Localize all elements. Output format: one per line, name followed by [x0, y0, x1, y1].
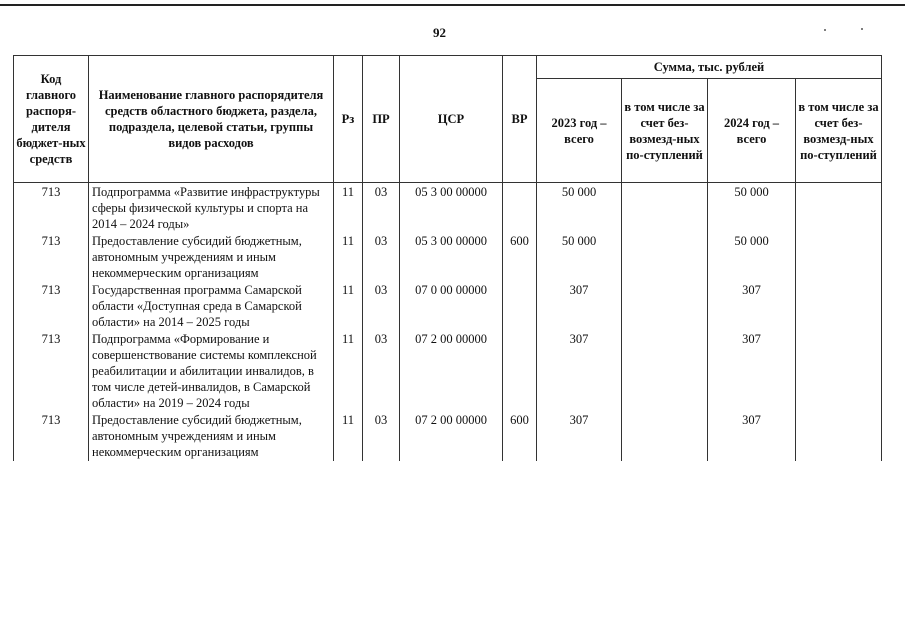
cell-rz: 11 — [334, 183, 363, 234]
cell-name: Предоставление субсидий бюджетным, автономным учреждениям и иным некоммерческим организациям — [89, 412, 334, 461]
table-row — [14, 233, 882, 282]
cell-2023-gratuitous — [622, 412, 708, 461]
cell-code: 713 — [14, 233, 89, 282]
header-sum: Сумма, тыс. рублей — [537, 56, 882, 79]
header-rz: Рз — [334, 56, 363, 183]
cell-rz: 11 — [334, 282, 363, 331]
header-name: Наименование главного распорядителя средств областного бюджета, раздела, подраздела, целевой статьи, группы видов расходов — [89, 56, 334, 183]
table-row — [14, 183, 882, 234]
cell-csr: 07 2 00 00000 — [400, 331, 503, 412]
header-pr: ПР — [363, 56, 400, 183]
cell-vr: 600 — [503, 233, 537, 282]
cell-2024-gratuitous — [796, 412, 882, 461]
cell-2024-gratuitous — [796, 282, 882, 331]
cell-csr: 05 3 00 00000 — [400, 183, 503, 234]
cell-pr: 03 — [363, 233, 400, 282]
cell-2024-total: 307 — [708, 282, 796, 331]
cell-name: Предоставление субсидий бюджетным, автономным учреждениям и иным некоммерческим организациям — [89, 233, 334, 282]
cell-2023-total: 50 000 — [537, 183, 622, 234]
cell-vr — [503, 331, 537, 412]
cell-csr: 07 0 00 00000 — [400, 282, 503, 331]
cell-csr: 07 2 00 00000 — [400, 412, 503, 461]
scan-speck — [824, 29, 826, 31]
table-row — [14, 282, 882, 331]
header-code: Код главного распоря-дителя бюджет-ных средств — [14, 56, 89, 183]
cell-name: Государственная программа Самарской области «Доступная среда в Самарской области» на 2014 – 2025 годы — [89, 282, 334, 331]
header-2023-gratuitous: в том числе за счет без-возмезд-ных по-ступлений — [622, 79, 708, 183]
cell-2024-gratuitous — [796, 233, 882, 282]
cell-code: 713 — [14, 282, 89, 331]
cell-2024-gratuitous — [796, 183, 882, 234]
cell-name: Подпрограмма «Развитие инфраструктуры сферы физической культуры и спорта на 2014 – 2024 годы» — [89, 183, 334, 234]
cell-2024-total: 307 — [708, 331, 796, 412]
header-2023-total: 2023 год – всего — [537, 79, 622, 183]
cell-rz: 11 — [334, 233, 363, 282]
cell-pr: 03 — [363, 282, 400, 331]
cell-code: 713 — [14, 183, 89, 234]
cell-pr: 03 — [363, 183, 400, 234]
scan-speck — [861, 28, 863, 30]
top-border-line — [0, 4, 905, 6]
cell-2024-gratuitous — [796, 331, 882, 412]
cell-2023-total: 307 — [537, 331, 622, 412]
header-csr: ЦСР — [400, 56, 503, 183]
table-row — [14, 331, 882, 412]
cell-rz: 11 — [334, 331, 363, 412]
cell-rz: 11 — [334, 412, 363, 461]
cell-code: 713 — [14, 412, 89, 461]
cell-2024-total: 50 000 — [708, 183, 796, 234]
cell-2023-gratuitous — [622, 183, 708, 234]
cell-2023-total: 50 000 — [537, 233, 622, 282]
cell-code: 713 — [14, 331, 89, 412]
cell-2024-total: 307 — [708, 412, 796, 461]
cell-pr: 03 — [363, 331, 400, 412]
cell-2023-gratuitous — [622, 233, 708, 282]
cell-csr: 05 3 00 00000 — [400, 233, 503, 282]
budget-table — [13, 55, 882, 461]
cell-vr — [503, 282, 537, 331]
cell-vr — [503, 183, 537, 234]
cell-2023-total: 307 — [537, 282, 622, 331]
cell-name: Подпрограмма «Формирование и совершенствование системы комплексной реабилитации и абилитации инвалидов, в том числе детей-инвалидов, в Самарской области» на 2019 – 2024 годы — [89, 331, 334, 412]
cell-2023-gratuitous — [622, 331, 708, 412]
header-vr: ВР — [503, 56, 537, 183]
header-2024-gratuitous: в том числе за счет без-возмезд-ных по-ступлений — [796, 79, 882, 183]
page-number: 92 — [433, 25, 446, 40]
cell-2024-total: 50 000 — [708, 233, 796, 282]
table-row — [14, 412, 882, 461]
cell-pr: 03 — [363, 412, 400, 461]
header-2024-total: 2024 год – всего — [708, 79, 796, 183]
cell-2023-total: 307 — [537, 412, 622, 461]
cell-2023-gratuitous — [622, 282, 708, 331]
cell-vr: 600 — [503, 412, 537, 461]
